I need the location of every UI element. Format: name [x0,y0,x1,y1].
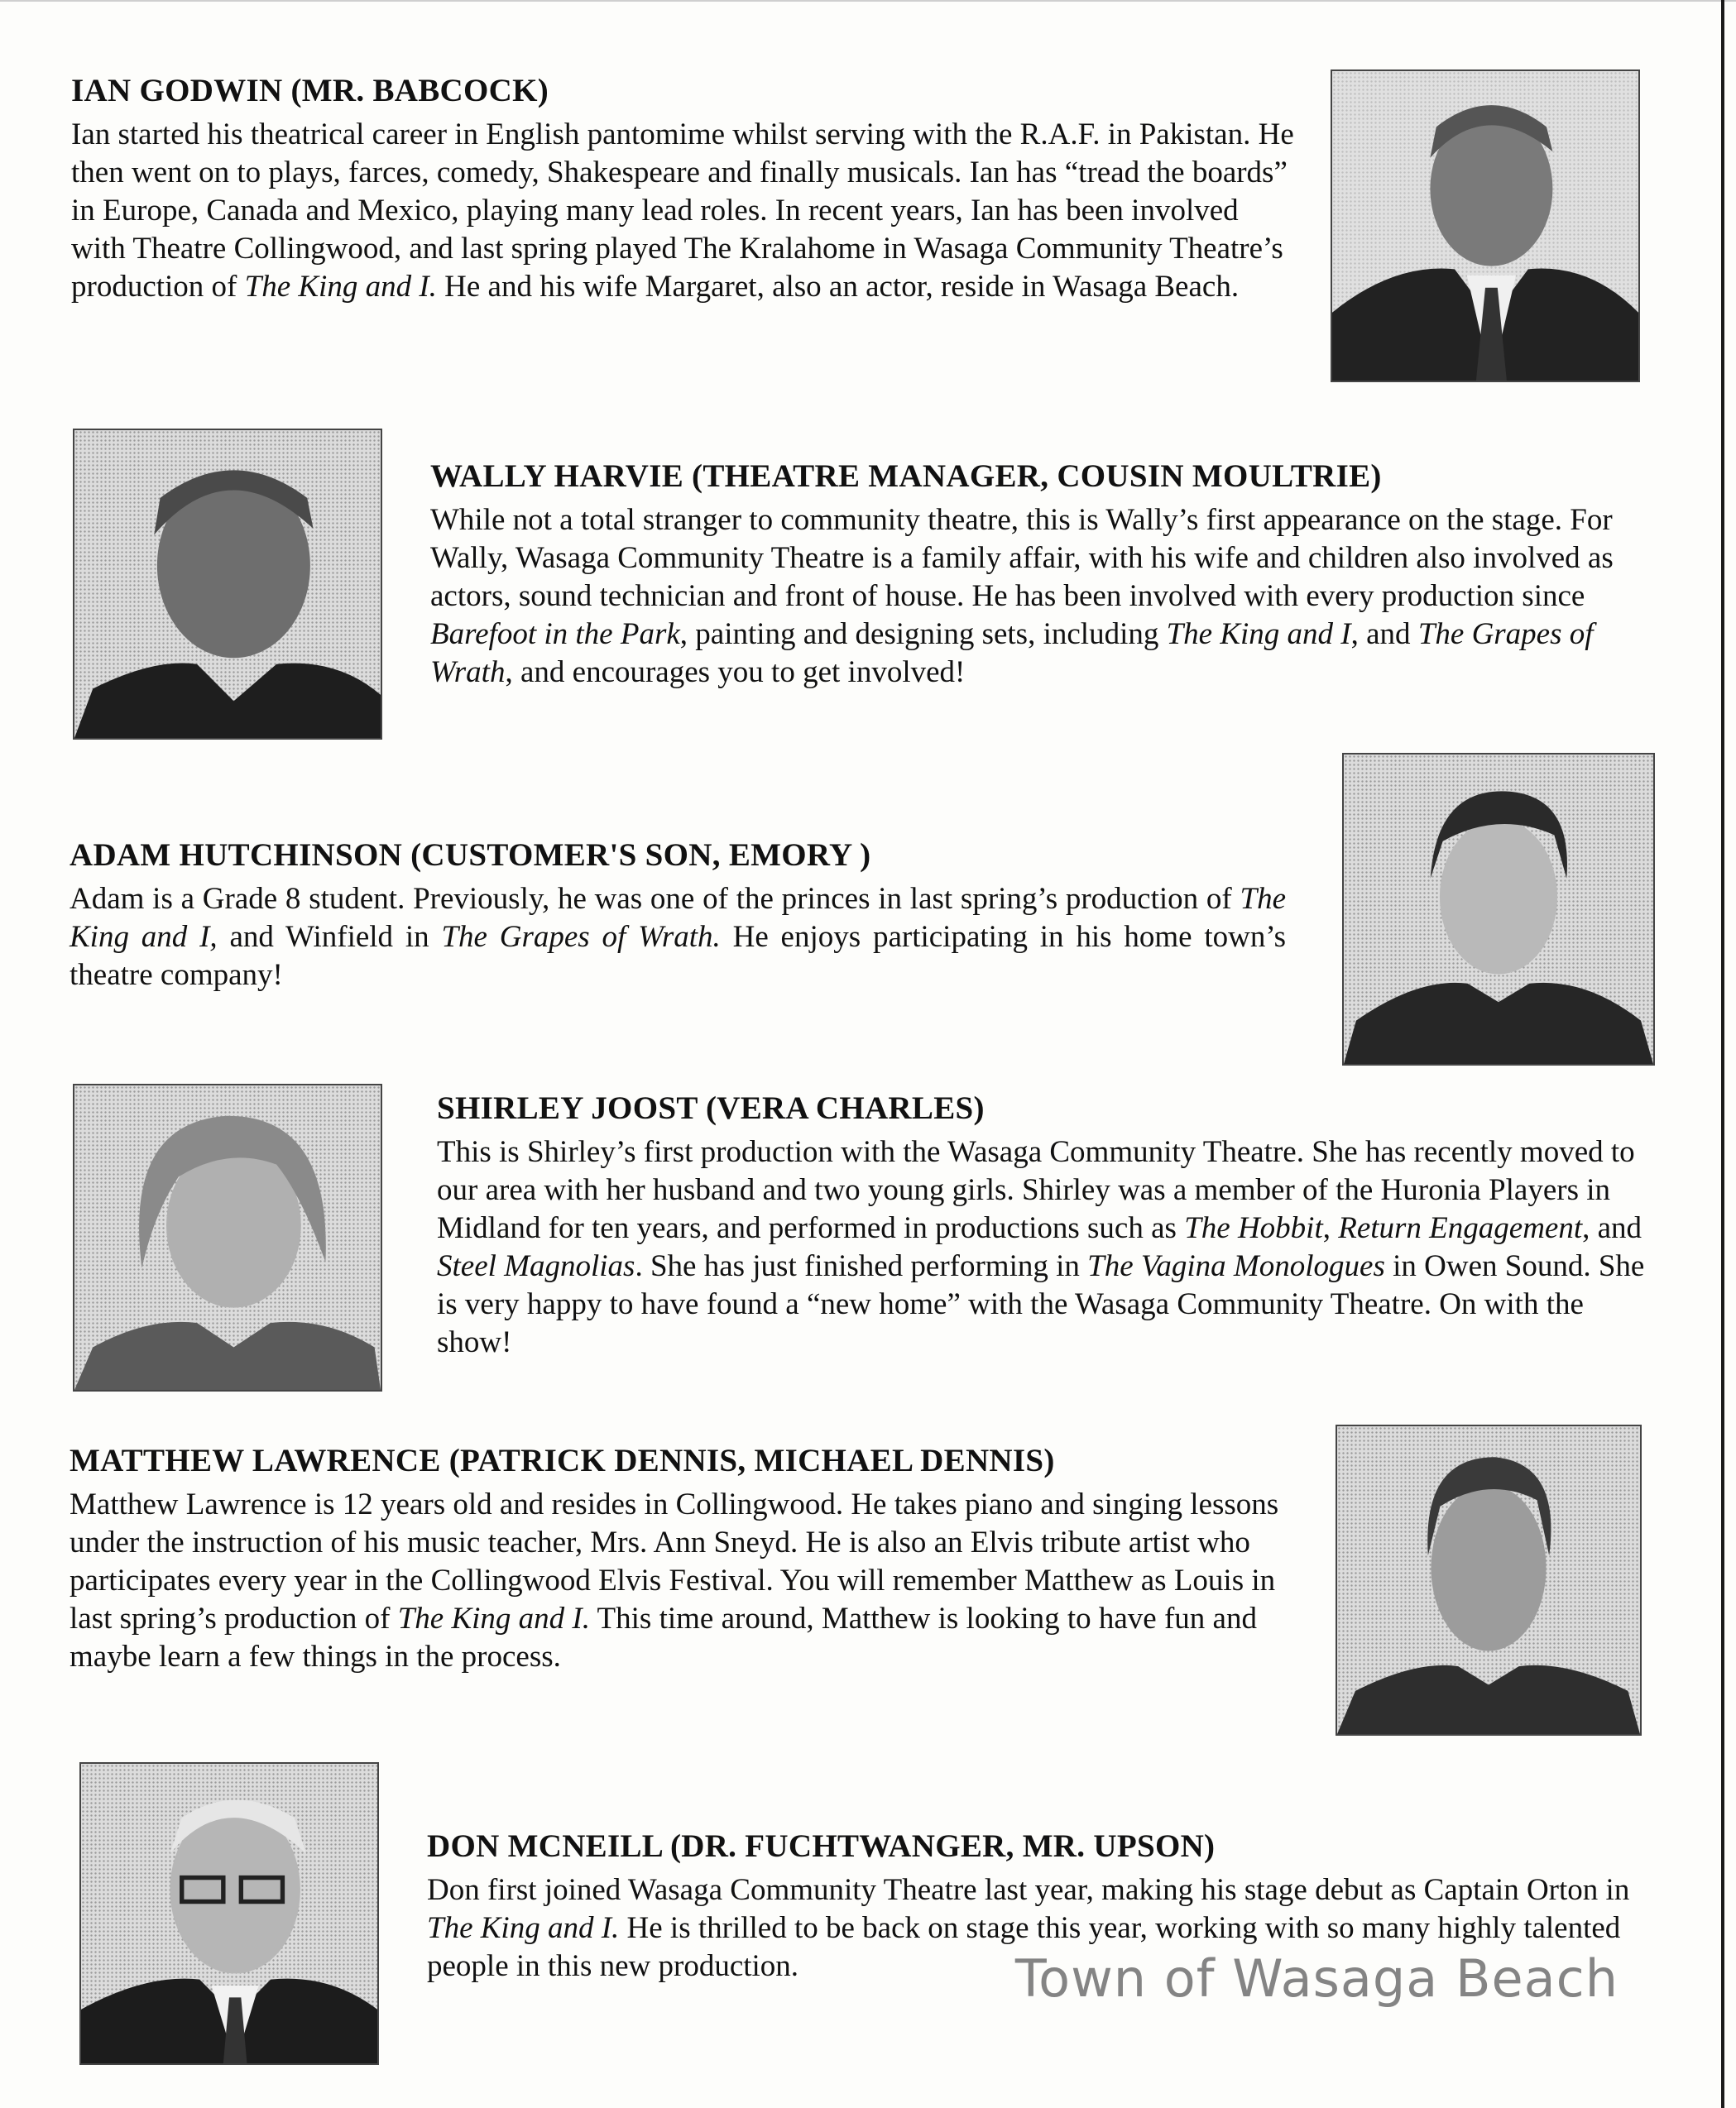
bio-name: DON MCNEILL (DR. FUCHTWANGER, MR. UPSON) [427,1828,1216,1864]
bio-text: This is Shirley’s first production with the Wasaga Community Theatre. She has recently moved to our area with her husband and two young girls. Shirley was a member of the Huronia Players in Midland for ten years, and performed in productions such as The Hobbit, Return Engagement, and Steel Magnolias. She has just finished performing in The Vagina Monologues in Owen Sound. She is very happy to have found a “new home” with the Wasaga Community Theatre. On with the show! [437,1135,1645,1359]
bio-name: ADAM HUTCHINSON (CUSTOMER'S SON, EMORY ) [70,837,871,873]
bio-name: WALLY HARVIE (THEATRE MANAGER, COUSIN MOULTRIE) [430,458,1382,494]
bio-ian-godwin [71,73,1296,306]
watermark: Town of Wasaga Beach [1014,1948,1619,2009]
portrait-ian-godwin [1331,69,1640,382]
portrait-matthew-lawrence [1336,1425,1642,1736]
portrait-don-mcneill [79,1762,379,2065]
bio-name: IAN GODWIN (MR. BABCOCK) [71,73,549,108]
bio-text: Don first joined Wasaga Community Theatre last year, making his stage debut as Captain Orton in The King and I. He is thrilled to be back on stage this year, working with so many highly talented people in this new production. [427,1873,1630,1983]
page-right-edge [1721,0,1724,2108]
bio-matthew-lawrence [70,1443,1311,1676]
portrait-shirley-joost [73,1084,382,1392]
portrait-adam-hutchinson [1342,753,1655,1066]
bio-shirley-joost [437,1090,1645,1362]
bio-wally-harvie [430,458,1638,692]
bio-text: Adam is a Grade 8 student. Previously, he was one of the princes in last spring’s production of The King and I, and Winfield in The Grapes of Wrath. He enjoys participating in his home town’s theatre company! [70,882,1287,992]
page-top-edge [0,0,1736,2]
bio-text: Matthew Lawrence is 12 years old and resides in Collingwood. He takes piano and singing lessons under the instruction of his music teacher, Mrs. Ann Sneyd. He is also an Elvis tribute artist who participates every year in the Collingwood Elvis Festival. You will remember Matthew as Louis in last spring’s production of The King and I. This time around, Matthew is looking to have fun and maybe learn a few things in the process. [70,1488,1279,1674]
portrait-wally-harvie [73,429,382,740]
bio-adam-hutchinson [70,837,1286,994]
bio-name: MATTHEW LAWRENCE (PATRICK DENNIS, MICHAEL DENNIS) [70,1443,1055,1478]
bio-name: SHIRLEY JOOST (VERA CHARLES) [437,1090,985,1126]
bio-text: While not a total stranger to community theatre, this is Wally’s first appearance on the stage. For Wally, Wasaga Community Theatre is a family affair, with his wife and children also involved as actors, sound technician and front of house. He has been involved with every production since Barefoot in the Park, painting and designing sets, including The King and I, and The Grapes of Wrath, and encourages you to get involved! [430,503,1614,689]
bio-text: Ian started his theatrical career in English pantomime whilst serving with the R.A.F. in Pakistan. He then went on to plays, farces, comedy, Shakespeare and finally musicals. Ian has “tread the boards” in Europe, Canada and Mexico, playing many lead roles. In recent years, Ian has been involved with Theatre Collingwood, and last spring played The Kralahome in Wasaga Community Theatre’s production of The King and I. He and his wife Margaret, also an actor, reside in Wasaga Beach. [71,117,1294,304]
